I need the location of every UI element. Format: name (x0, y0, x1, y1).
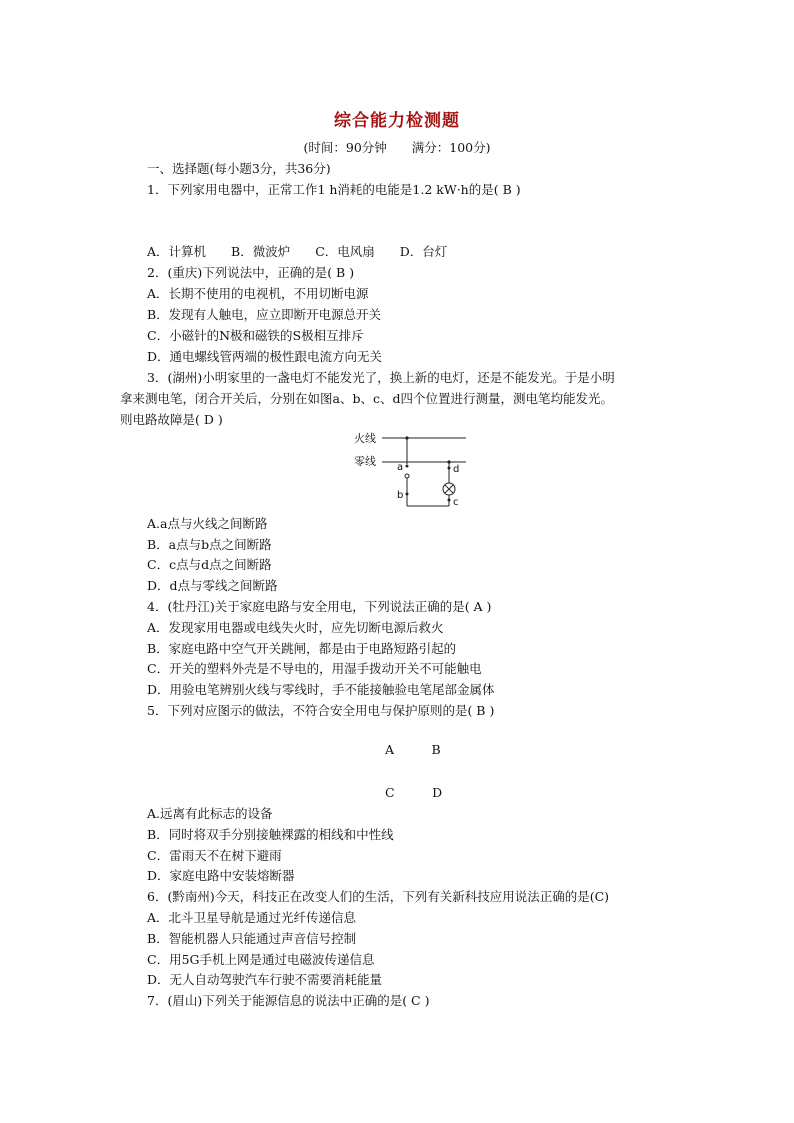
question-6-option-d: D．无人自动驾驶汽车行驶不需要消耗能量 (147, 972, 383, 987)
switch-icon (405, 474, 409, 478)
question-4-option-c: C．开关的塑料外壳是不导电的，用湿手拨动开关不可能触电 (147, 661, 482, 676)
point-d-dot (448, 467, 451, 470)
point-a-dot (406, 465, 409, 468)
page-title: 综合能力检测题 (334, 111, 460, 131)
question-5-option-b: B．同时将双手分别接触裸露的相线和中性线 (147, 827, 394, 842)
question-2-option-d: D．通电螺线管两端的极性跟电流方向无关 (147, 349, 383, 364)
section-heading: 一、选择题(每小题3分，共36分) (147, 161, 331, 176)
point-d-label: d (453, 464, 460, 475)
question-2-stem: 2．(重庆)下列说法中，正确的是( B ) (147, 265, 355, 280)
question-3-stem-line-2: 拿来测电笔，闭合开关后，分别在如图a、b、c、d四个位置进行测量，测电笔均能发光。 (120, 391, 613, 406)
question-3-option-d: D．d点与零线之间断路 (147, 578, 278, 593)
live-wire-label: 火线 (354, 432, 376, 445)
question-6-option-b: B．智能机器人只能通过声音信号控制 (147, 931, 357, 946)
question-1-options: A．计算机 B．微波炉 C．电风扇 D．台灯 (147, 244, 448, 259)
question-3-option-a: A.a点与火线之间断路 (147, 516, 268, 531)
question-6-option-a: A．北斗卫星导航是通过光纤传递信息 (147, 910, 357, 925)
question-7-stem: 7．(眉山)下列关于能源信息的说法中正确的是( C ) (147, 993, 430, 1008)
question-6-stem: 6．(黔南州)今天，科技正在改变人们的生活，下列有关新科技应用说法正确的是(C) (147, 889, 610, 904)
point-b-label: b (397, 490, 404, 501)
question-2-option-c: C．小磁针的N极和磁铁的S极相互排斥 (147, 328, 364, 343)
point-c-label: c (453, 497, 459, 508)
question-4-option-a: A．发现家用电器或电线失火时，应先切断电源后救火 (147, 620, 444, 635)
question-3-option-c: C．c点与d点之间断路 (147, 557, 272, 572)
question-5-figure-labels-bottom: C D (385, 785, 443, 800)
circuit-diagram (340, 428, 480, 512)
point-c-dot (448, 499, 451, 502)
question-2-option-b: B．发现有人触电，应立即断开电源总开关 (147, 307, 382, 322)
question-6-option-c: C．用5G手机上网是通过电磁波传递信息 (147, 952, 375, 967)
question-3-stem-line-3: 则电路故障是( D ) (120, 412, 223, 427)
question-5-option-a: A.远离有此标志的设备 (147, 806, 273, 821)
question-4-stem: 4．(牡丹江)关于家庭电路与安全用电，下列说法正确的是( A ) (147, 599, 492, 614)
exam-meta: (时间：90分钟 满分：100分) (303, 140, 491, 155)
question-4-option-d: D．用验电笔辨别火线与零线时，手不能接触验电笔尾部金属体 (147, 682, 495, 697)
point-a-label: a (397, 462, 404, 473)
neutral-wire-label: 零线 (354, 455, 376, 468)
question-5-option-c: C．雷雨天不在树下避雨 (147, 848, 282, 863)
question-1-stem: 1．下列家用电器中，正常工作1 h消耗的电能是1.2 kW·h的是( B ) (147, 182, 521, 197)
question-3-stem-line-1: 3．(湖州)小明家里的一盏电灯不能发光了，换上新的电灯，还是不能发光。于是小明 (147, 370, 615, 385)
question-5-option-d: D．家庭电路中安装熔断器 (147, 868, 295, 883)
question-5-figure-labels-top: A B (385, 742, 441, 757)
question-5-stem: 5．下列对应图示的做法，不符合安全用电与保护原则的是( B ) (147, 703, 495, 718)
point-b-dot (406, 493, 409, 496)
question-2-option-a: A．长期不使用的电视机，不用切断电源 (147, 286, 369, 301)
question-3-option-b: B．a点与b点之间断路 (147, 537, 272, 552)
question-4-option-b: B．家庭电路中空气开关跳闸，都是由于电路短路引起的 (147, 641, 457, 656)
